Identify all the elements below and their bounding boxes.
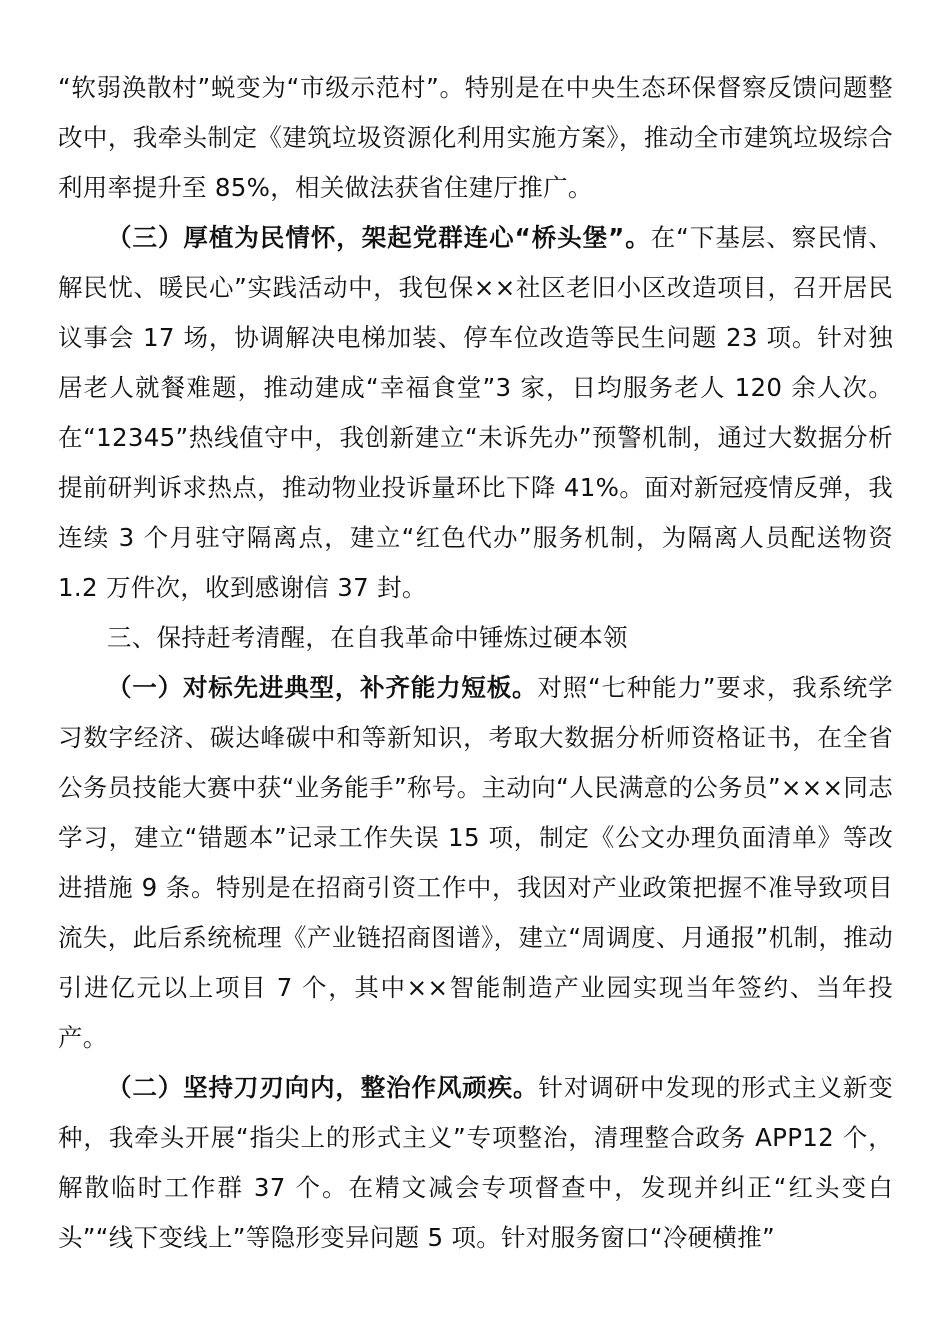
paragraph-lead-heading: （一）对标先进典型，补齐能力短板。 bbox=[107, 673, 538, 702]
paragraph-section-three bbox=[58, 213, 893, 613]
paragraph-text: 对照“七种能力”要求，我系统学习数字经济、碳达峰碳中和等新知识，考取大数据分析师资格证书，在全省公务员技能大赛中获“业务能手”称号。主动向“人民满意的公务员”×××同志学习，建立“错题本”记录工作失误 15 项，制定《公文办理负面清单》等改进措施 9 条。特别是在招商引资工作中，我因对产业政策把握不准导致项目流失，此后系统梳理《产业链招商图谱》，建立“周调度、月通报”机制，推动引进亿元以上项目 7 个，其中××智能制造产业园实现当年签约、当年投产。 bbox=[58, 673, 893, 1052]
paragraph-subsection-two bbox=[58, 1063, 893, 1263]
paragraph-subsection-one bbox=[58, 663, 893, 1063]
paragraph-lead-heading: （二）坚持刀刃向内，整治作风顽疾。 bbox=[107, 1073, 539, 1102]
section-heading-three bbox=[58, 613, 893, 663]
paragraph-text: 针对调研中发现的形式主义新变种，我牵头开展“指尖上的形式主义”专项整治，清理整合政务 APP12 个，解散临时工作群 37 个。在精文减会专项督查中，发现并纠正“红头变白头”“线下变线上”等隐形变异问题 5 项。针对服务窗口“冷硬横推” bbox=[58, 1073, 893, 1252]
section-heading-text: 三、保持赶考清醒，在自我革命中锤炼过硬本领 bbox=[107, 623, 628, 652]
paragraph-text: 在“下基层、察民情、解民忧、暖民心”实践活动中，我包保××社区老旧小区改造项目，召开居民议事会 17 场，协调解决电梯加装、停车位改造等民生问题 23 项。针对独居老人就餐难题，推动建成“幸福食堂”3 家，日均服务老人 120 余人次。在“12345”热线值守中，我创新建立“未诉先办”预警机制，通过大数据分析提前研判诉求热点，推动物业投诉量环比下降 41%。面对新冠疫情反弹，我连续 3 个月驻守隔离点，建立“红色代办”服务机制，为隔离人员配送物资 1.2 万件次，收到感谢信 37 封。 bbox=[58, 223, 893, 602]
paragraph-text: “软弱涣散村”蜕变为“市级示范村”。特别是在中央生态环保督察反馈问题整改中，我牵头制定《建筑垃圾资源化利用实施方案》，推动全市建筑垃圾综合利用率提升至 85%，相关做法获省住建厅推广。 bbox=[58, 73, 893, 202]
paragraph-lead-heading: （三）厚植为民情怀，架起党群连心“桥头堡”。 bbox=[107, 223, 651, 252]
document-page bbox=[58, 63, 893, 1263]
paragraph-continuation bbox=[58, 63, 893, 213]
